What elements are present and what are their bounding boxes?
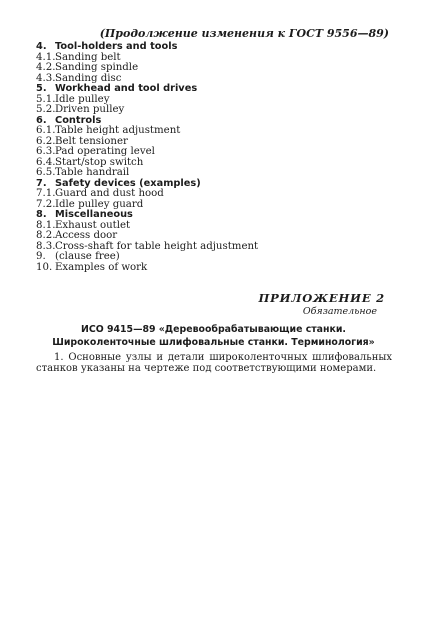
appendix-title: ПРИЛОЖЕНИЕ 2	[258, 291, 385, 305]
section-heading	[36, 84, 366, 95]
item-number: 6.2.	[36, 135, 56, 147]
item-number: 8.3.	[36, 240, 56, 252]
item-number: 6.4.	[36, 156, 56, 168]
item-text: Tool-holders and tools	[55, 41, 178, 52]
item-number: 6.5.	[36, 167, 56, 178]
item-text: Controls	[55, 114, 102, 126]
list-item	[36, 63, 366, 74]
item-number: 6.1.	[36, 125, 56, 136]
item-number: 7.1.	[36, 188, 56, 199]
list-item	[36, 147, 366, 158]
list-item	[36, 168, 366, 179]
item-text: Pad operating level	[55, 146, 155, 157]
item-number: 7.	[36, 177, 47, 189]
item-text: Table handrail	[55, 167, 130, 178]
item-number: 4.	[36, 41, 47, 52]
item-text: Access door	[55, 230, 118, 241]
standard-title-line2: Широколенточные шлифовальные станки. Терминология»	[52, 337, 375, 348]
item-text: Miscellaneous	[55, 209, 133, 220]
item-text: Safety devices (examples)	[55, 177, 201, 189]
item-text: Sanding belt	[55, 51, 121, 63]
item-number: 4.3.	[36, 72, 56, 84]
item-text: Idle pulley	[55, 93, 110, 105]
item-text: Start/stop switch	[55, 156, 144, 168]
appendix-subtitle: Обязательное	[302, 306, 377, 317]
item-text: Guard and dust hood	[55, 188, 164, 199]
item-number: 5.1.	[36, 93, 56, 105]
standard-title-line1: ИСО 9415—89 «Деревообрабатывающие станки.	[81, 324, 346, 335]
section-heading	[36, 210, 366, 221]
list-item	[36, 189, 366, 200]
item-number: 4.2.	[36, 62, 56, 73]
item-number: 7.2.	[36, 198, 56, 210]
list-item	[36, 105, 366, 116]
item-text: Workhead and tool drives	[55, 83, 198, 94]
item-text: Sanding spindle	[55, 62, 139, 73]
item-number: 8.2.	[36, 230, 56, 241]
item-number: 6.	[36, 114, 47, 126]
item-number: 10.	[36, 261, 53, 273]
item-text: Cross-shaft for table height adjustment	[55, 240, 259, 252]
item-text: Idle pulley guard	[55, 198, 144, 210]
item-text: Exhaust outlet	[55, 219, 131, 231]
item-number: 9.	[36, 251, 46, 262]
list-item	[36, 231, 366, 242]
item-text: Sanding disc	[55, 72, 122, 84]
item-number: 6.3.	[36, 146, 56, 157]
body-paragraph: 1. Основные узлы и детали широколенточных шлифовальных станков указаны на чертеже под соответствующими номерами.	[36, 352, 392, 374]
item-text: Table height adjustment	[55, 125, 181, 136]
item-number: 8.	[36, 209, 47, 220]
appendix-block	[258, 291, 385, 317]
item-text: Belt tensioner	[55, 135, 128, 147]
section-heading	[36, 42, 366, 53]
item-text: Driven pulley	[55, 104, 125, 115]
list-item	[36, 126, 366, 137]
list-item	[36, 252, 366, 263]
item-number: 5.2.	[36, 104, 56, 115]
term-list	[36, 42, 366, 273]
item-text: Examples of work	[55, 261, 148, 273]
list-item	[36, 263, 366, 274]
item-number: 8.1.	[36, 219, 56, 231]
item-number: 4.1.	[36, 51, 56, 63]
item-number: 5.	[36, 83, 47, 94]
item-text: (clause free)	[55, 251, 120, 262]
page-header: (Продолжение изменения к ГОСТ 9556—89)	[99, 27, 389, 40]
